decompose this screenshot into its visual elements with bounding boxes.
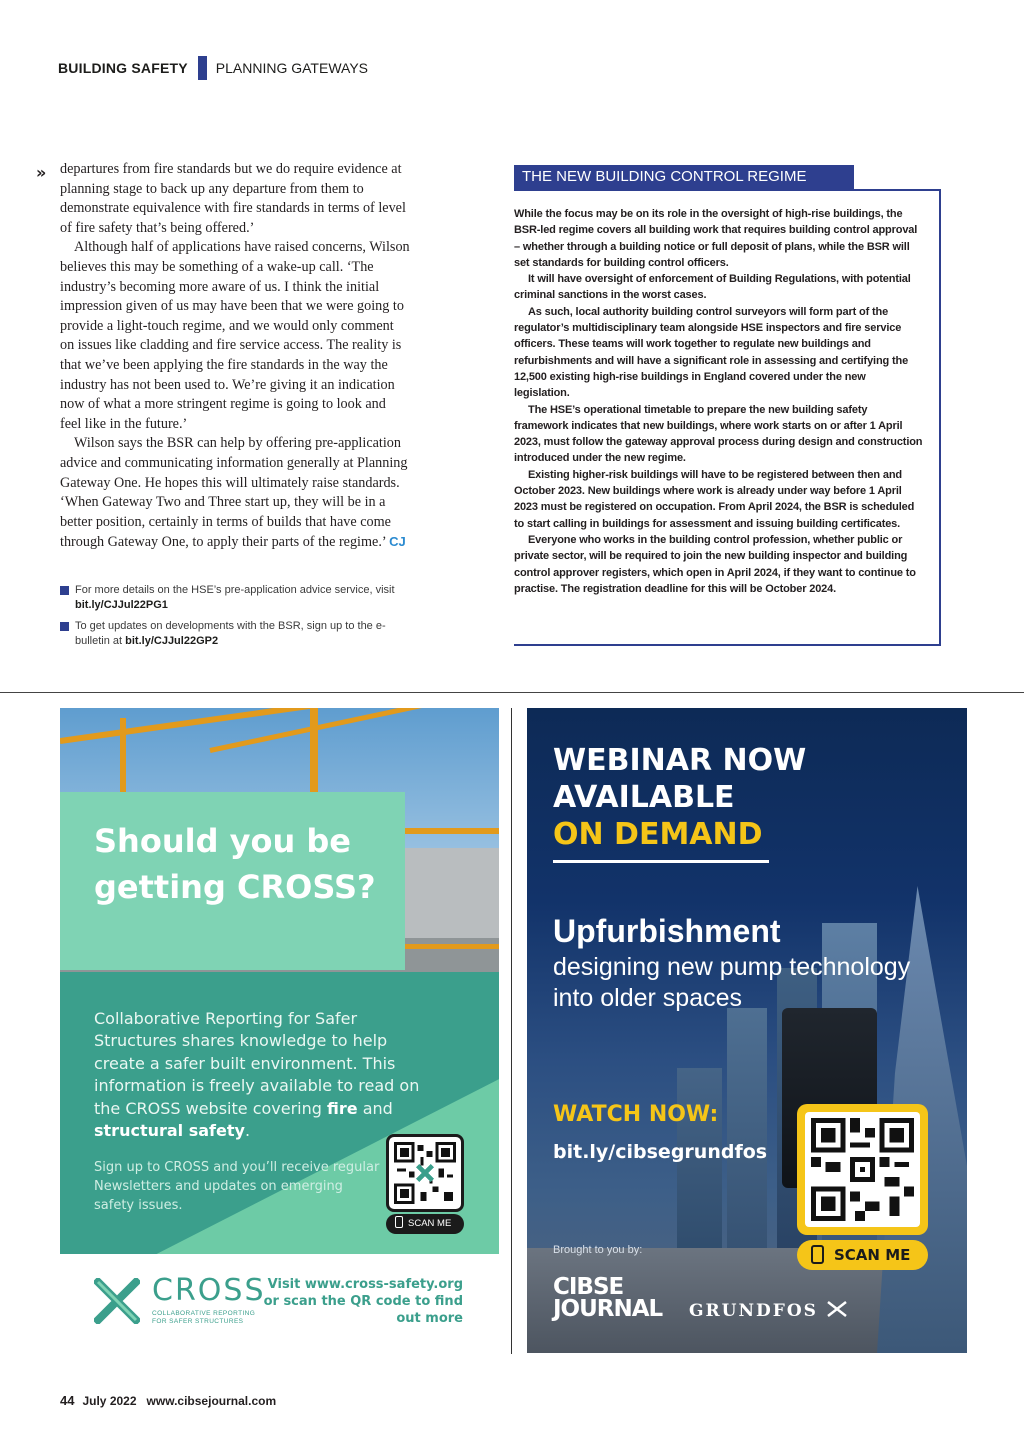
cross-signup-text: Sign up to CROSS and you’ll receive regular Newsletters and updates on emerging safety issues. (94, 1160, 380, 1213)
cross-body-and: and (357, 1098, 393, 1118)
box-paragraph: While the focus may be on its role in the oversight of high-rise buildings, the BSR-led regime covers all building work that requires building control approval – whether through a building notice or full deposit of plans, while the BSR will set standards for building control officers. (514, 208, 918, 269)
note-text: To get updates on developments with the BSR, sign up to the e-bulletin at (75, 620, 386, 647)
watch-now-label: WATCH NOW: (553, 1102, 719, 1127)
cross-logo-text: CROSS (152, 1273, 266, 1308)
webinar-scan-label: SCAN ME (834, 1246, 911, 1264)
webinar-title (553, 742, 853, 853)
webinar-advert[interactable] (527, 708, 967, 1353)
grundfos-mark-icon (826, 1300, 848, 1318)
sidebar-box-body (514, 206, 924, 597)
box-paragraph: Everyone who works in the building control profession, whether public or private sector, will be required to join the new building inspector and building control approver registers, which open in April 2024, if they want to continue to practise. The registration deadline for this will be October 2024. (514, 533, 916, 595)
cross-advert[interactable] (60, 708, 499, 1353)
qr-code-icon[interactable] (797, 1104, 928, 1235)
box-paragraph: As such, local authority building control surveyors will form part of the regulator’s multidisciplinary team alongside HSE inspectors and fire service officers. These teams will work together to regulate new buildings and refurbishments and will have a significant role in assessing and certifying the 12,500 existing high-rise buildings in England covered under the new legislation. (514, 305, 909, 400)
sidebar-box-title: THE NEW BUILDING CONTROL REGIME (514, 165, 854, 189)
article-note (60, 619, 400, 649)
section-label: BUILDING SAFETY (58, 60, 188, 76)
webinar-title-line1: WEBINAR NOW (553, 743, 807, 778)
section-header (58, 56, 368, 80)
cross-body-text: Collaborative Reporting for Safer Structures shares knowledge to help create a safer built environment. This information is freely available to read on the CROSS website covering (94, 1009, 420, 1118)
cross-body-end: . (244, 1121, 251, 1141)
cross-logo-subtitle: COLLABORATIVE REPORTING FOR SAFER STRUCTURES (152, 1310, 256, 1325)
box-paragraph: Existing higher-risk buildings will have to be registered between then and October 2023. New buildings where work is already under way before 1 April 2023 must be registered on occupation. From April 2024, the BSR is scheduled to start calling in buildings for assessment and issuing building certificates. (514, 468, 915, 530)
article-paragraph (60, 434, 410, 553)
cross-logo-icon (94, 1278, 140, 1324)
brought-to-you-label: Brought to you by: (553, 1244, 643, 1256)
cross-body-fire: fire (327, 1098, 358, 1118)
page-number: 44 (60, 1393, 75, 1408)
cross-scan-me-badge[interactable] (386, 1214, 464, 1234)
webinar-scan-me-badge[interactable] (797, 1240, 928, 1270)
webinar-title-line3: ON DEMAND (553, 817, 763, 852)
box-paragraph: It will have oversight of enforcement of Building Regulations, with potential criminal sanctions in the worst cases. (514, 273, 911, 302)
cross-body (94, 1008, 434, 1142)
issue-date: July 2022 (82, 1394, 137, 1408)
article-note (60, 583, 400, 613)
cross-visit-link[interactable]: Visit www.cross-safety.org or scan the QR code to find out more (263, 1277, 463, 1326)
article-paragraph: departures from fire standards but we do require evidence at planning stage to back up any departure from them to demonstrate equivalence with fire standards in terms of level of fire safety that’s being offered.’ (60, 161, 406, 236)
note-bullet-icon (60, 586, 69, 595)
ad-divider (511, 708, 512, 1354)
webinar-title-line2: AVAILABLE (553, 780, 735, 815)
page-divider (0, 692, 1024, 693)
grundfos-logo (689, 1300, 848, 1321)
webinar-heading: Upfurbishment (553, 913, 781, 949)
cross-body-structural: structural safety (94, 1121, 245, 1141)
title-underline (553, 860, 769, 863)
article-body (60, 160, 410, 553)
cross-headline: Should you be getting CROSS? (94, 822, 376, 906)
subsection-label: PLANNING GATEWAYS (215, 60, 368, 76)
webinar-url-link[interactable]: bit.ly/cibsegrundfos (553, 1141, 768, 1163)
cross-scan-label: SCAN ME (408, 1218, 452, 1229)
box-paragraph: The HSE’s operational timetable to prepare the new building safety framework indicates that new buildings, where work starts on or after 1 April 2023, must follow the gateway approval process during design and construction introduced under the new regime. (514, 403, 923, 465)
note-text: For more details on the HSE’s pre-application advice service, visit (75, 584, 395, 596)
phone-icon (395, 1216, 403, 1228)
grundfos-logo-text: GRUNDFOS (689, 1301, 818, 1321)
continued-chevron-icon: » (36, 163, 47, 182)
author-signoff: CJ (389, 534, 406, 550)
cibse-journal-logo (553, 1276, 662, 1320)
webinar-subheading: designing new pump technology into older spaces (553, 953, 911, 1012)
phone-icon (811, 1245, 824, 1264)
note-link[interactable]: bit.ly/CJJul22PG1 (75, 599, 168, 611)
footer-website: www.cibsejournal.com (146, 1394, 277, 1408)
cibse-logo-line1: CIBSE (553, 1274, 624, 1300)
header-divider-bar (198, 56, 207, 80)
page-footer (60, 1393, 276, 1408)
article-paragraph-text: Wilson says the BSR can help by offering pre-application advice and communicating information generally at Planning Gateway One. He hopes this will ultimately raise standards. ‘When Gateway Two and Three start up, they will be in a better position, certainly in terms of builds that have come through Gateway One, to apply their parts of the regime.’ (60, 435, 408, 551)
cibse-logo-line2: JOURNAL (553, 1296, 663, 1322)
qr-code-icon[interactable] (386, 1134, 464, 1212)
note-bullet-icon (60, 622, 69, 631)
note-link[interactable]: bit.ly/CJJul22GP2 (125, 635, 219, 647)
article-paragraph: Although half of applications have raised concerns, Wilson believes this may be something of a wake-up call. ‘The industry’s becoming more aware of us. I think the initial impression given of us may have been that we were going to provide a light-touch regime, and we would only comment on issues like cladding and fire service access. The reality is that we’ve been applying the fire standards in the way the industry has not been used to. We’re giving it an indication now of what a more stringent regime is going to look and feel like in the future.’ (60, 239, 410, 432)
